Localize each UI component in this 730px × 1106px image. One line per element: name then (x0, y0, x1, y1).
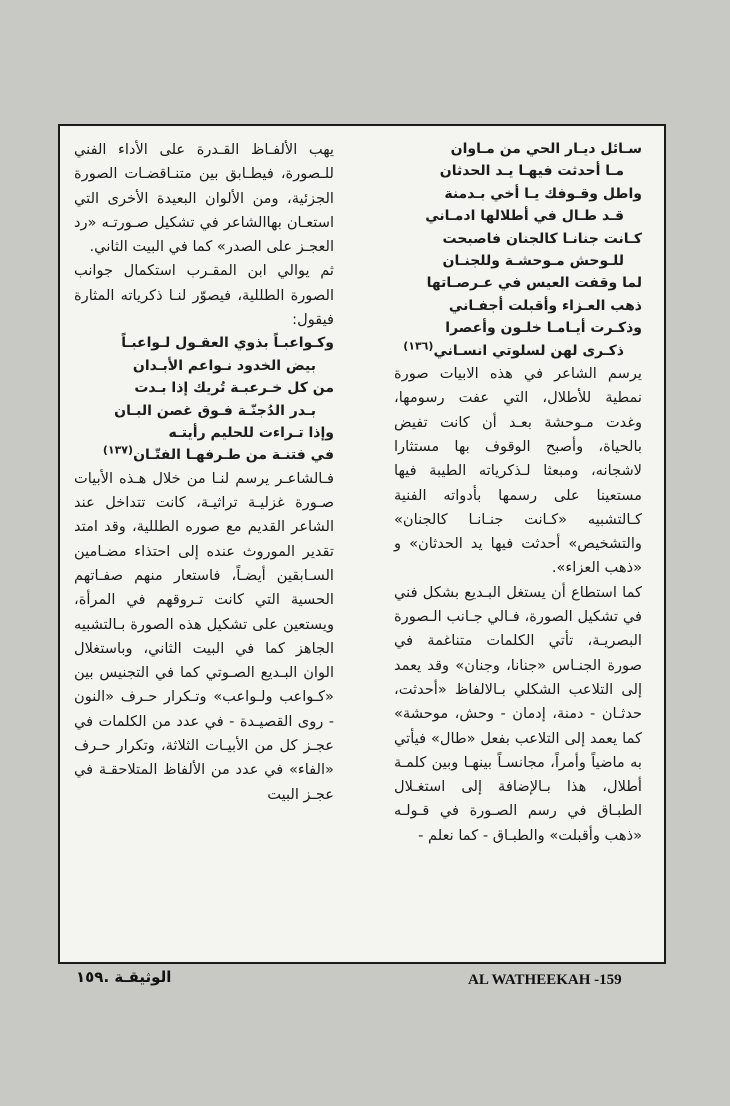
left-column (74, 138, 334, 952)
verse-line (394, 340, 642, 362)
poem-block-2 (74, 332, 334, 466)
verse-text: ذكـرى لهن لسلوتي انسـاني (433, 342, 624, 359)
poem-block-1 (394, 138, 642, 362)
footer-arabic-page-label: الوثيقـة .١٥٩ (76, 968, 172, 986)
verse-line: لما وقفت العيس في عـرصـاتها (426, 275, 642, 292)
verse-line: للـوحش مـوحشـة وللجنـان (442, 253, 624, 270)
body-paragraph: ثم يوالي ابن المقـرب استكمال جوانب الصورة الطللية، فيصوّر لنـا ذكرياته المثارة فيقول: (74, 262, 334, 329)
verse-line: مـا أحدثت فيهـا يـد الحدثان (439, 163, 624, 180)
verse-line: قـد طـال في أطلالها ادمـاني (425, 208, 624, 225)
verse-line: بـدر الدُجنّـة فـوق غصن البـان (114, 402, 316, 419)
page-frame (58, 124, 666, 964)
footer-english-page-label: AL WATHEEKAH -159 (468, 972, 622, 988)
verse-line: بيض الخدود نـواعم الأبـدان (132, 357, 316, 374)
footnote-ref: (١٣٦) (403, 339, 434, 352)
verse-line: كـانت جنانـا كالجنان فاصبحت (442, 230, 642, 247)
verse-line: وكـواعبـاً بذوي العقـول لـواعبـاً (121, 335, 334, 352)
verse-text: في فتنـة من طـرفهـا الفتّـان (133, 447, 334, 464)
body-paragraph: كما استطاع أن يستغل البـديع بشكل فني في تشكيل الصورة، فـالي جـانب الـصورة البصريـة، تأتي الكلمات متناغمة في صورة الجنـاس «جنانا، وجنان» وقد يعمد إلى التلاعب الشكلي بـالالفاظ «أحدثت، حدثـان - دمنة، إدمان - وحش، موحشة» كما يعمد إلى التلاعب بفعل «طال» فيأتي به ماضياً وأمراً، مجانسـاً بينهـا وبين كلمـة أطلال، هذا بـالإضافة إلى استغـلال الطبـاق في رسم الصـورة في قـولـه «ذهب وأقبلت» والطبـاق - كما نعلم - (394, 583, 642, 844)
verse-line: من كل خـرعبـة تُريك إذا بـدت (134, 380, 334, 397)
verse-line: واطل وقـوفك يـا أخي بـدمنة (444, 185, 642, 202)
verse-line: سـائل ديـار الحي من مـاوان (450, 141, 642, 157)
footnote-ref: (١٣٧) (102, 443, 134, 457)
verse-line: وإذا تـراءت للحليم رأيتـه (168, 425, 334, 441)
body-paragraph: فـالشاعـر يرسم لنـا من خلال هـذه الأبيات صـورة غزليـة تراثيـة، كانت تتداخل عند الشاعر القديم مع صوره الطللية، وقد امتد تقدير الموروث عنده إلى احتذاء مضـامين السـابقين أيضـاً، فاستعار منهم صفـاتهم الحسية التي كانت تـروقهم في المرأة، ويستعين على تشكيل هذه الصورة بـالتشبيه الجاهز كما في البيت الثاني، وباستغلال الوان البـديع الصـوتي كما في التجنيس بين «كـواعب ولـواعب» وتـكرار حـرف «النون - روى القصيـدة - في عدد من الكلمات في عجـز كل من الأبيـات الثلاثة، وتكرار حـرف «الفاء» في عدد من الألفاظ المتلاحقـة في عجـز البيت (74, 469, 334, 803)
verse-line: ذهب العـزاء وأقبلت أجفـاني (448, 297, 642, 314)
verse-line (74, 444, 334, 466)
body-paragraph: يهب الألفـاظ القـدرة على الأداء الفني للـصورة، فيطـابق بين متنـاقضـات الصورة الجزئية، ومن الألوان البعيدة الأخرى التي استعـان بهاالشاعر في تشكيل صـورتـه «رد العجـز على الصدر» كما في البيت الثاني. (74, 141, 334, 256)
right-column (394, 138, 642, 952)
verse-line: وذكـرت أيـامـا خلـون وأعصرا (445, 320, 642, 337)
body-paragraph: يرسم الشاعر في هذه الابيات صورة نمطية للأطلال، التي عفت رسومها، وغدت مـوحشة بعـد أن كانت تفيض بالحياة، وأصبح الوقوف بها مستثارا لاشجانه، ومبعثا لـذكرياته الطيبة فيها مستعينا على رسمها بأدواته الفنية كـالتشبيه «كـانت جنـانـا كالجنان» والتشخيص» أحدثت فيها يد الحدثان» و «ذهب العزاء». (394, 365, 642, 577)
